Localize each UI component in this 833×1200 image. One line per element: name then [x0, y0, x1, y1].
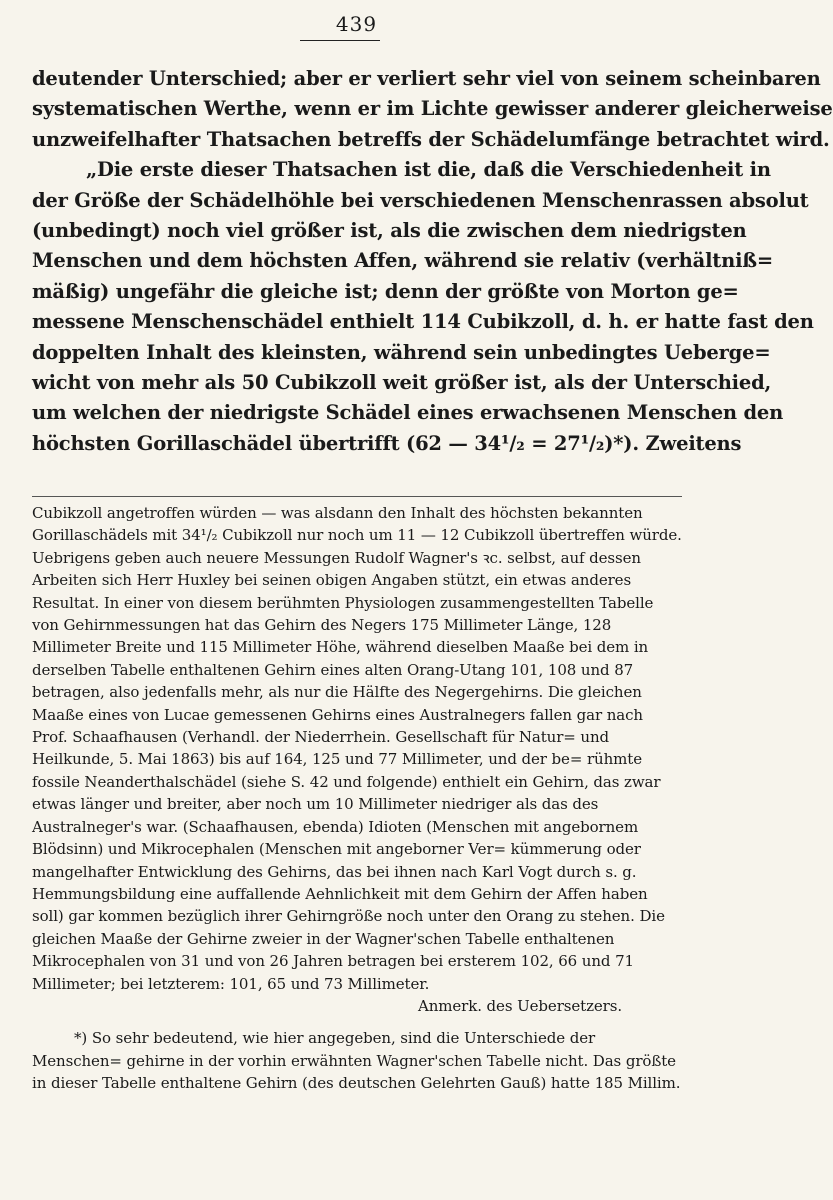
translator-note-line: Tabelle enthaltenen Mikrocephalen von 31 und von 26 Jahren betragen bei ersterem [32, 929, 615, 971]
text-line: der Größe der Schädelhöhle bei verschiedenen Menschenrassen absolut [32, 188, 809, 212]
text-line: deutender Unterschied; aber er verliert sehr viel von seinem scheinbaren [32, 67, 821, 90]
header-rule [300, 40, 380, 41]
translator-note-line: 87 betragen, also jedenfalls mehr, als nur die Hälfte des Negergehirns. Die [32, 660, 634, 702]
translator-note-line: dessen Arbeiten sich Herr Huxley bei seinen obigen Angaben stützt, ein etwas anderes [32, 548, 641, 590]
text-line: (unbedingt) noch viel größer ist, als die zwischen dem niedrigsten [32, 219, 747, 243]
page-number: 439 [335, 12, 378, 36]
footnote-rule [32, 496, 682, 497]
text-line: um welchen der niedrigste Schädel eines erwachsenen Menschen den [32, 401, 784, 425]
translator-note-line: Gorillaschädels mit 34¹/₂ Cubikzoll nur noch um 11 — 12 Cubikzoll übertreffen [32, 526, 625, 545]
translator-note-line: rühmte fossile Neanderthalschädel (siehe S. 42 und folgende) enthielt ein Gehirn, [32, 750, 642, 791]
text-line: unzweifelhafter Thatsachen betreffs der Schädelumfänge betrachtet wird. [32, 127, 830, 151]
translator-note-line: das zwar etwas länger und breiter, aber noch um 10 Millimeter niedriger als das [32, 772, 661, 814]
translator-note-line: von Gehirnmessungen hat das Gehirn des Negers 175 Millimeter Länge, 128 [32, 616, 612, 635]
translator-note-line: Vogt durch s. g. Hemmungsbildung eine auffallende Aehnlichkeit mit dem Gehirn [32, 862, 637, 903]
translator-note-line: kümmerung oder mangelhafter Entwicklung des Gehirns, das bei ihnen nach Karl [32, 840, 641, 881]
translator-note-line: angebornem Blödsinn) und Mikrocephalen (Menschen mit angeborner Ver= [32, 817, 639, 859]
text-line: doppelten Inhalt des kleinsten, während sein unbedingtes Ueberge= [32, 340, 771, 364]
translator-note-line: gleichen Maaße eines von Lucae gemessenen Gehirns eines Australnegers fallen [32, 683, 642, 724]
translator-note-line: 102, 66 und 71 Millimeter; bei letzterem: 101, 65 und 73 Millimeter. [32, 952, 634, 993]
translator-note-line: des Australneger's war. (Schaafhausen, ebenda) Idioten (Menschen mit [32, 795, 599, 836]
footnote-line: *) So sehr bedeutend, wie hier angegeben, sind die Unterschiede der Menschen= [32, 1029, 596, 1070]
text-line: „Die erste dieser Thatsachen ist die, daß die Verschiedenheit in [86, 158, 771, 182]
text-line: wicht von mehr als 50 Cubikzoll weit größer ist, als der Unterschied, [32, 371, 772, 395]
text-line: mäßig) ungefähr die gleiche ist; denn der größte von Morton ge= [32, 279, 739, 303]
translator-note-line: Orang zu stehen. Die gleichen Maaße der Gehirne zweier in der Wagner'schen [32, 907, 665, 948]
text-line: höchsten Gorillaschädel übertrifft (62 — 34¹/₂ = 27¹/₂)*). Zweitens [32, 431, 742, 455]
translator-note-line: Resultat. In einer von diesem berühmten Physiologen zusammengestellten Tabelle [32, 593, 654, 612]
text-line: systematischen Werthe, wenn er im Lichte gewisser anderer gleicherweise [32, 97, 833, 121]
translator-note-line: in derselben Tabelle enthaltenen Gehirn eines alten Orang-Utang 101, 108 und [32, 638, 649, 679]
text-line: Menschen und dem höchsten Affen, während sie relativ (verhältniß= [32, 249, 774, 273]
text-line: messene Menschenschädel enthielt 114 Cubikzoll, d. h. er hatte fast den [32, 310, 814, 334]
note-spacer [32, 1017, 682, 1027]
translator-note-line: gar nach Prof. Schaafhausen (Verhandl. der Niederrhein. Gesellschaft für Natur= [32, 705, 643, 747]
translator-note-line: und Heilkunde, 5. Mai 1863) bis auf 164, 125 und 77 Millimeter, und der be= [32, 728, 610, 769]
footnote-line: dieser Tabelle enthaltene Gehirn (des deutschen Gelehrten Gauß) hatte 185 Millim. [50, 1074, 681, 1093]
translator-note-line: würde. Uebrigens geben auch neuere Messungen Rudolf Wagner's ꝛc. selbst, auf [32, 526, 682, 567]
translator-note-line: Millimeter Breite und 115 Millimeter Höhe, während dieselben Maaße bei dem [32, 638, 630, 657]
main-text [32, 64, 833, 459]
translator-note-line: Cubikzoll angetroffen würden — was alsdann den Inhalt des höchsten bekannten [32, 504, 643, 522]
translator-attribution: Anmerk. des Uebersetzers. [417, 996, 622, 1015]
footnote-line: gehirne in der vorhin erwähnten Wagner'schen Tabelle nicht. Das größte in [32, 1051, 676, 1093]
translator-note-line: der Affen haben soll) gar kommen bezüglich ihrer Gehirngröße noch unter den [32, 884, 648, 926]
notes-section [32, 502, 682, 1095]
